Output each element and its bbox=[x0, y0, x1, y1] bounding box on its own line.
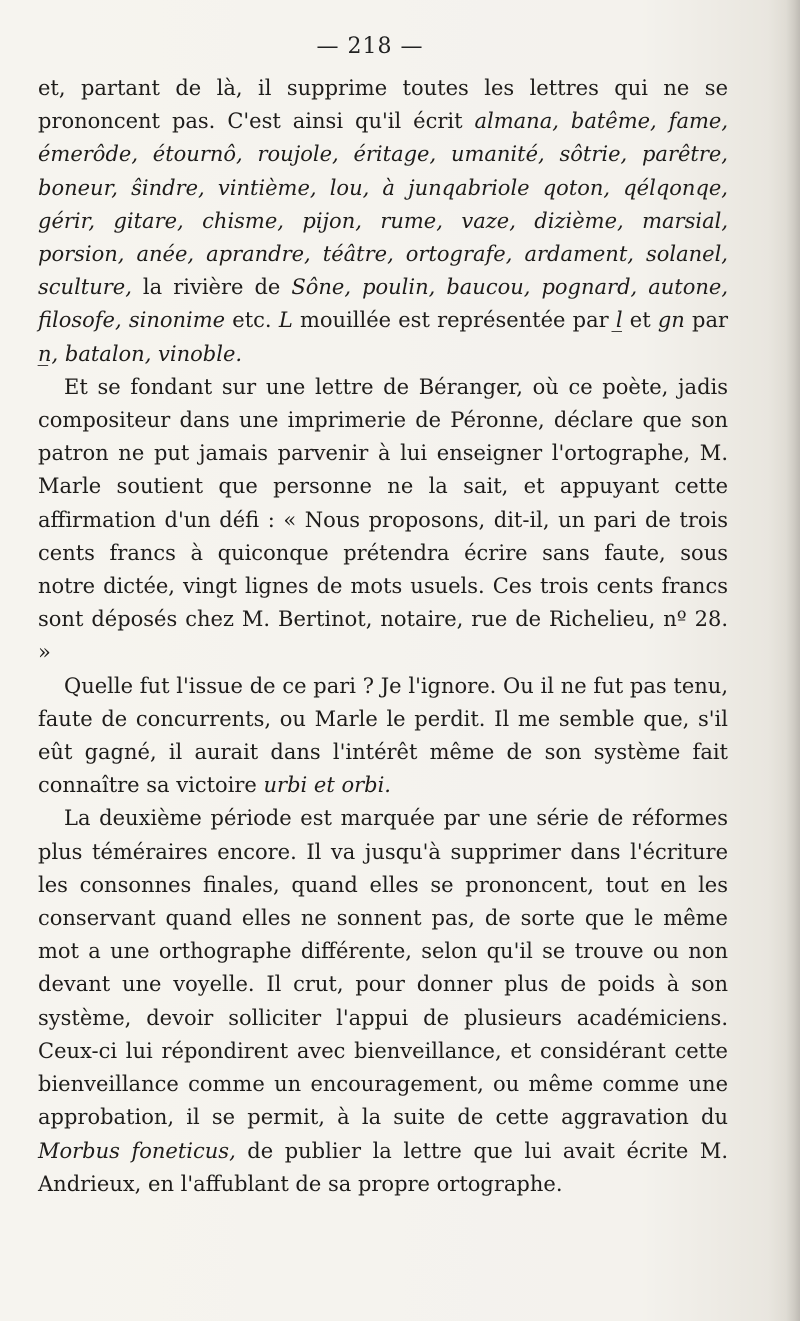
text-run: Quelle fut l'issue de ce pari ? Je l'ignore. Ou il ne fut pas tenu, faute de concurrents, ou Marle le perdit. Il me semble que, s'il eût gagné, il aurait dans l'intérêt même de son système fait connaître sa victoire bbox=[38, 673, 728, 798]
page-number: — 218 — bbox=[316, 34, 424, 59]
body-text bbox=[38, 72, 728, 1201]
text-run: et, partant de là, il supprime toutes les lettres qui ne se prononcent pas. C'est ainsi qu'il écrit bbox=[38, 76, 728, 134]
text-run: mouillée est représentée par bbox=[292, 308, 616, 333]
paragraph bbox=[38, 802, 728, 1200]
italic-text: almana, batême, fame, émerôde, étournô, roujole, éritage, umanité, sôtrie, parêtre, boneur, ŝindre, vintième, lou, à junqabriole qoton, qélqonqe, gérir, gitare, chisme, pijon, rume, vaze, dizième, marsial, porsion, anée, aprandre, téâtre, ortografe, ardament, solanel, sculture, bbox=[38, 109, 728, 300]
italic-text: L bbox=[278, 308, 293, 333]
text-run bbox=[58, 342, 65, 366]
italic-text: urbi et orbi. bbox=[263, 773, 391, 798]
text-run: La deuxième période est marquée par une série de réformes plus téméraires encore. Il va jusqu'à supprimer dans l'écriture les consonnes finales, quand elles se prononcent, tout en les conservant quand elles ne sonnent pas, de sorte que le même mot a une orthographe différente, selon qu'il se trouve ou non devant une voyelle. Il crut, pour donner plus de poids à son système, devoir solliciter l'appui de plusieurs académiciens. Ceux-ci lui répondirent avec bienveillance, et considérant cette bienveillance comme un encouragement, ou même comme une approbation, il se permit, à la suite de cette aggravation du bbox=[38, 806, 728, 1130]
italic-text: n̲, bbox=[38, 341, 59, 366]
text-run: par bbox=[684, 308, 729, 333]
text-run: Et se fondant sur une lettre de Béranger, où ce poète, jadis compositeur dans une imprimerie de Péronne, déclare que son patron ne put jamais parvenir à lui enseigner l'ortographe, M. Marle soutient que personne ne la sait, et appuyant cette affirmation d'un défi : « Nous proposons, dit-il, un pari de trois cents francs à quiconque prétendra écrire sans faute, sous notre dictée, vingt lignes de mots usuels. Ces trois cents francs sont déposés chez M. Bertinot, notaire, rue de Richelieu, nº 28. » bbox=[38, 374, 728, 665]
text-run: etc. bbox=[225, 308, 279, 333]
paragraph bbox=[38, 670, 728, 803]
italic-text: Sône, poulin, baucou, pognard, autone, filosofe, sinonime bbox=[38, 275, 728, 333]
paragraph bbox=[38, 371, 728, 670]
italic-text: l̲ bbox=[615, 308, 623, 333]
italic-text: batalon, vinoble. bbox=[64, 341, 243, 366]
italic-text: Morbus foneticus, bbox=[38, 1138, 236, 1163]
text-run: et bbox=[622, 308, 658, 333]
text-run: de publier la lettre que lui avait écrite M. Andrieux, en l'affublant de sa propre ortographe. bbox=[38, 1138, 728, 1196]
page-edge-shadow bbox=[786, 0, 800, 1321]
text-run: la rivière de bbox=[131, 275, 292, 300]
paragraph bbox=[38, 72, 728, 371]
italic-text: gn bbox=[657, 308, 685, 333]
